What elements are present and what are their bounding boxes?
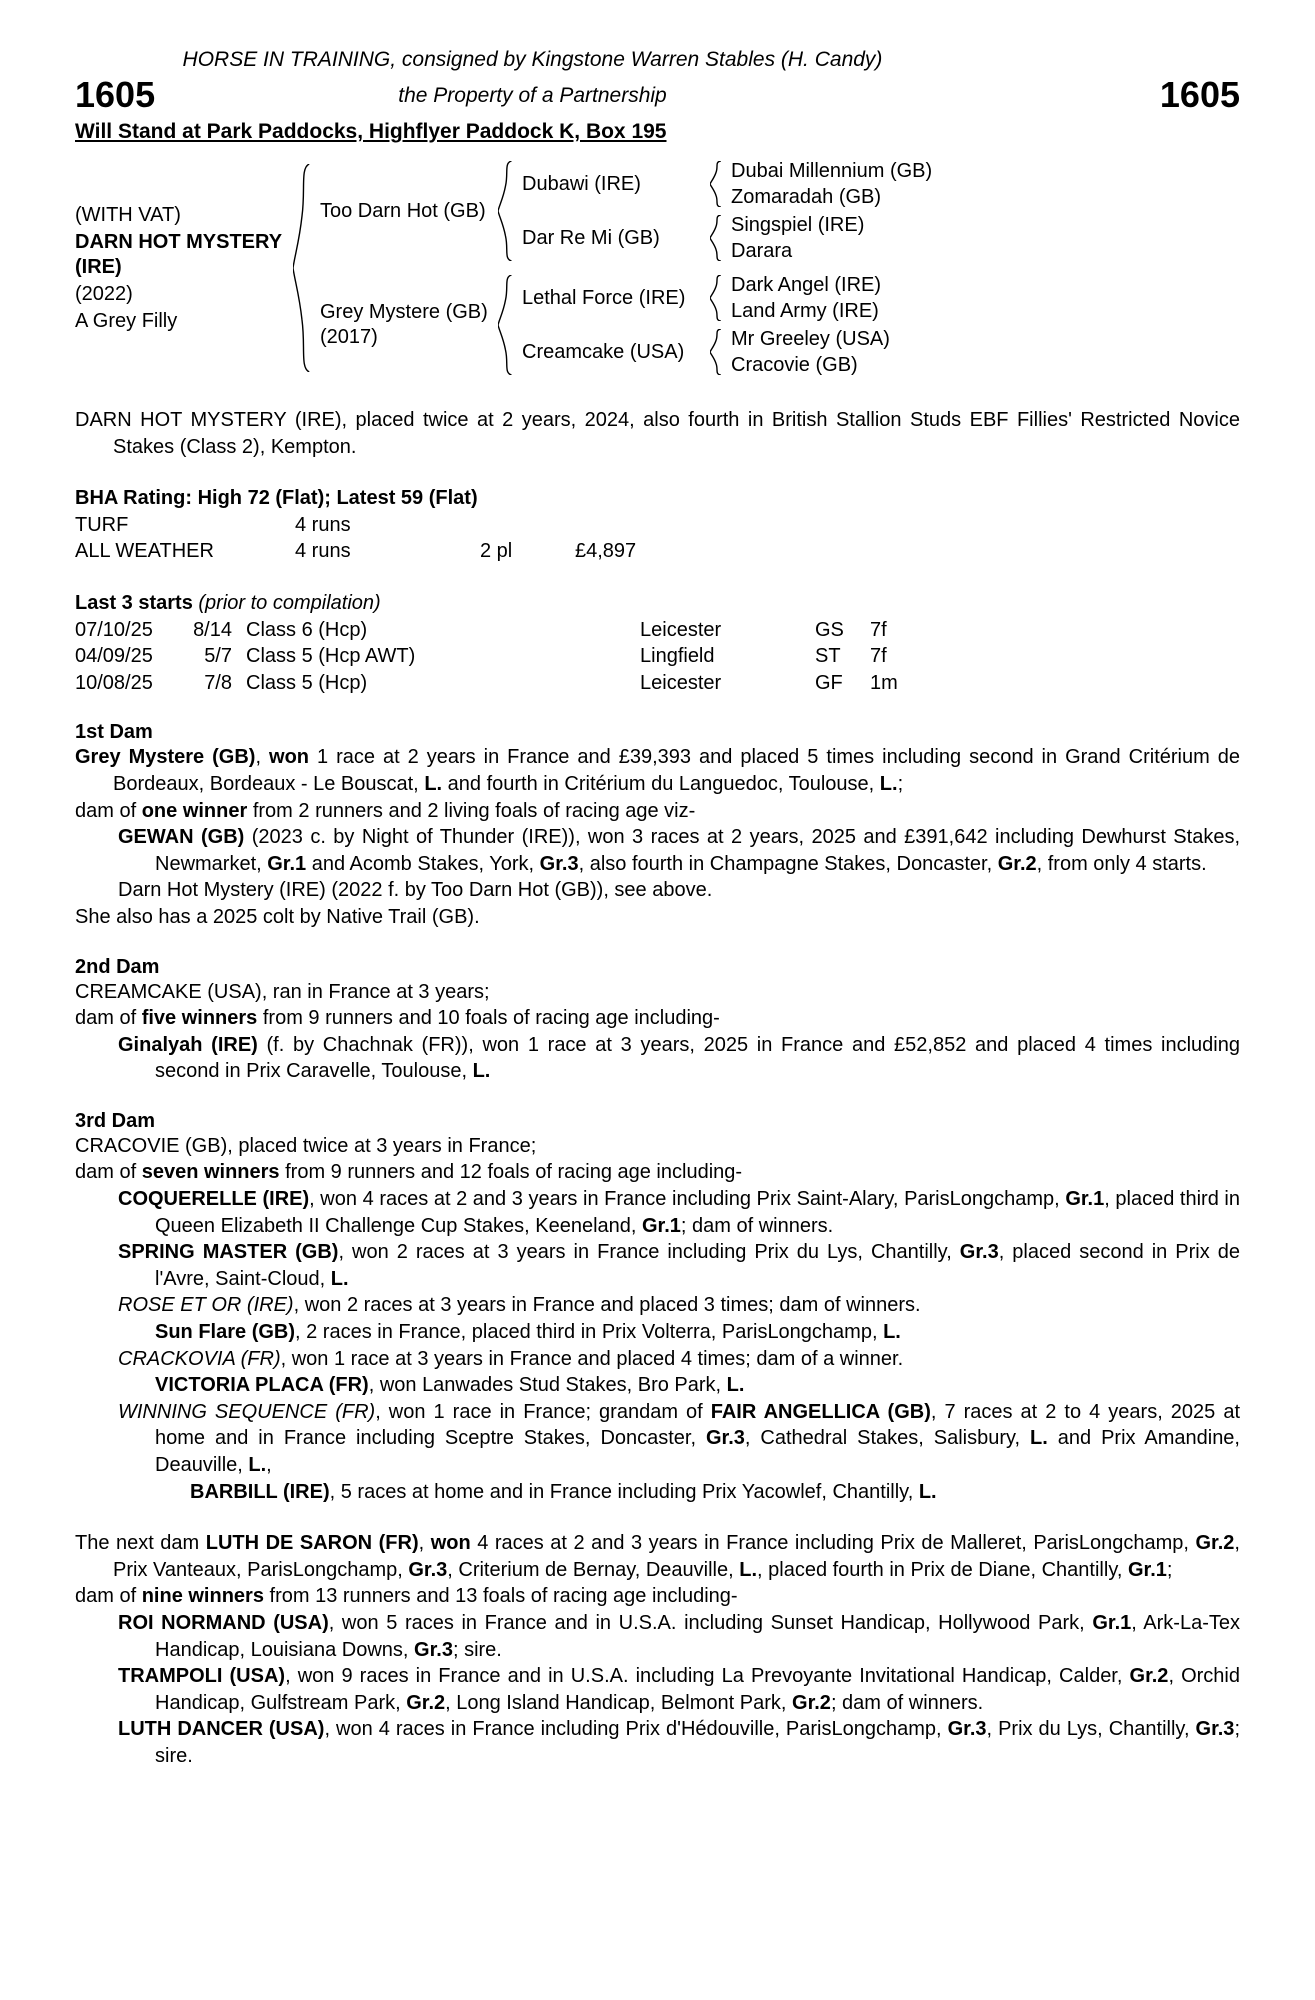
last-starts-note: (prior to compilation): [192, 591, 381, 614]
third-dam-section: [75, 1110, 1240, 1505]
pedigree-paragraph: dam of five winners from 9 runners and 10 foals of racing age including-: [75, 1007, 720, 1030]
last-starts-label: Last 3 starts: [75, 591, 193, 614]
record-row-all-weather: [75, 538, 1240, 565]
rating-record: [75, 485, 1240, 565]
great-grandparent-name: Cracovie (GB): [731, 353, 858, 376]
race-description: [75, 407, 1240, 460]
pedigree-chart: [75, 154, 1240, 382]
start-going: GS: [815, 618, 844, 641]
pedigree-paragraph: COQUERELLE (IRE), won 4 races at 2 and 3 years in France including Prix Saint-Alary, ParisLongchamp, Gr.1, placed third in Queen Elizabeth II Challenge Cup Stakes, Keeneland, Gr.1; dam of winners.: [118, 1188, 1240, 1237]
great-grandparent-name: Singspiel (IRE): [731, 213, 865, 236]
grandparent-name: Dubawi (IRE): [522, 172, 641, 195]
granddam-branch: [522, 326, 890, 378]
pedigree-paragraph: dam of nine winners from 13 runners and 13 foals of racing age including-: [75, 1585, 738, 1608]
grandsire-branch: [522, 272, 890, 324]
great-grandparents: [731, 326, 890, 378]
dam-name-block: [320, 300, 498, 350]
start-date: 10/08/25: [75, 671, 153, 694]
pedigree-brace-icon: [710, 329, 722, 375]
pedigree-paragraph: ROI NORMAND (USA), won 5 races in France and in U.S.A. including Sunset Handicap, Hollywood Park, Gr.1, Ark-La-Tex Handicap, Louisiana Downs, Gr.3; sire.: [118, 1611, 1241, 1661]
grandparent-name: Dar Re Mi (GB): [522, 226, 660, 249]
page-header: [75, 48, 1240, 144]
horse-foaled-year: (2022): [75, 282, 133, 305]
bha-rating-line: BHA Rating: High 72 (Flat); Latest 59 (Flat): [75, 487, 478, 510]
start-date: 04/09/25: [75, 645, 153, 668]
runs-value: 4 runs: [295, 540, 351, 563]
pedigree-paragraph: She also has a 2025 colt by Native Trail (GB).: [75, 905, 480, 928]
start-course: Leicester: [640, 618, 722, 641]
vat-note: (WITH VAT): [75, 203, 181, 226]
sire-branch: [320, 157, 932, 265]
great-grandparent-name: Darara: [731, 239, 793, 262]
granddam-branch: [522, 212, 932, 264]
last-starts-title: [75, 590, 1240, 617]
pedigree-paragraph: CRACKOVIA (FR), won 1 race at 3 years in France and placed 4 times; dam of a winner.: [118, 1347, 904, 1370]
start-position: 7/8: [204, 671, 232, 694]
sire-name: Too Darn Hot (GB): [320, 199, 486, 222]
consignor-line: HORSE IN TRAINING, consigned by Kingstone Warren Stables (H. Candy): [182, 48, 883, 71]
start-going: ST: [815, 645, 841, 668]
start-going: GF: [815, 671, 843, 694]
pedigree-paragraph: CRACOVIE (GB), placed twice at 3 years in France;: [75, 1134, 537, 1157]
horse-name: DARN HOT MYSTERY (IRE): [75, 230, 282, 278]
pedigree-brace-icon: [498, 161, 513, 261]
start-row: [75, 643, 1240, 670]
dam-grandparents: [522, 271, 890, 379]
pedigree-paragraph: WINNING SEQUENCE (FR), won 1 race in France; grandam of FAIR ANGELLICA (GB), 7 races at 2 to 4 years, 2025 at home and in France including Sceptre Stakes, Doncaster, Gr.3, Cathedral Stakes, Salisbury, L. and Prix Amandine, Deauville, L.,: [118, 1400, 1241, 1476]
pedigree-brace-icon: [710, 275, 722, 321]
pedigree-brace-icon: [710, 215, 722, 261]
start-distance: 7f: [870, 618, 887, 641]
start-distance: 1m: [870, 671, 898, 694]
pedigree-paragraph: SPRING MASTER (GB), won 2 races at 3 years in France including Prix du Lys, Chantilly, Gr.3, placed second in Prix de l'Avre, Saint-Cloud, L.: [118, 1241, 1240, 1290]
dam-year: (2017): [320, 326, 378, 348]
earnings-value: [575, 512, 1240, 539]
pedigree-paragraph: Grey Mystere (GB), won 1 race at 2 years in France and £39,393 and placed 5 times including second in Grand Critérium de Bordeaux, Bordeaux - Le Bouscat, L. and fourth in Critérium du Languedoc, Toulouse, L.;: [75, 746, 1240, 795]
next-dam-section: [75, 1530, 1240, 1769]
places-value: 2 pl: [480, 540, 513, 563]
great-grandparents: [731, 158, 932, 210]
surface-label: ALL WEATHER: [75, 540, 214, 563]
pedigree-subject: [75, 201, 293, 336]
sire-grandparents: [522, 157, 932, 265]
grandparent-name: Creamcake (USA): [522, 340, 685, 363]
dam-branch: [320, 271, 932, 379]
first-dam-section: [75, 721, 1240, 930]
great-grandparent-name: Land Army (IRE): [731, 299, 879, 322]
section-heading: 3rd Dam: [75, 1109, 156, 1132]
pedigree-paragraph: Darn Hot Mystery (IRE) (2022 f. by Too Darn Hot (GB)), see above.: [118, 879, 713, 902]
pedigree-paragraph: Ginalyah (IRE) (f. by Chachnak (FR)), won 1 race at 3 years, 2025 in France and £52,852 and placed 4 times including second in Prix Caravelle, Toulouse, L.: [118, 1033, 1240, 1083]
pedigree-paragraph: dam of one winner from 2 runners and 2 living foals of racing age viz-: [75, 799, 696, 822]
grandsire-branch: [522, 158, 932, 210]
great-grandparent-name: Zomaradah (GB): [731, 185, 882, 208]
pedigree-paragraph: Sun Flare (GB), 2 races in France, placed third in Prix Volterra, ParisLongchamp, L.: [155, 1321, 901, 1344]
runs-value: 4 runs: [295, 513, 351, 536]
lot-number-left: 1605: [75, 74, 156, 115]
pedigree-paragraph: GEWAN (GB) (2023 c. by Night of Thunder (IRE)), won 3 races at 2 years, 2025 and £391,642 including Dewhurst Stakes, Newmarket, Gr.1 and Acomb Stakes, York, Gr.3, also fourth in Champagne Stakes, Doncaster, Gr.2, from only 4 starts.: [118, 826, 1240, 875]
record-row-turf: [75, 512, 1240, 539]
start-class: Class 6 (Hcp): [246, 618, 368, 641]
section-heading: 2nd Dam: [75, 955, 160, 978]
horse-colour-sex: A Grey Filly: [75, 309, 178, 332]
pedigree-paragraph: VICTORIA PLACA (FR), won Lanwades Stud Stakes, Bro Park, L.: [155, 1374, 745, 1397]
pedigree-paragraph: The next dam LUTH DE SARON (FR), won 4 races at 2 and 3 years in France including Prix de Malleret, ParisLongchamp, Gr.2, Prix Vanteaux, ParisLongchamp, Gr.3, Criterium de Bernay, Deauville, L., placed fourth in Prix de Diane, Chantilly, Gr.1;: [75, 1532, 1240, 1581]
great-grandparent-name: Mr Greeley (USA): [731, 327, 890, 350]
last-starts: [75, 590, 1240, 696]
header-center: [75, 48, 1240, 108]
pedigree-paragraph: TRAMPOLI (USA), won 9 races in France and in U.S.A. including La Prevoyante Invitational Handicap, Calder, Gr.2, Orchid Handicap, Gulfstream Park, Gr.2, Long Island Handicap, Belmont Park, Gr.2; dam of winners.: [118, 1665, 1240, 1714]
start-course: Leicester: [640, 671, 722, 694]
start-position: 5/7: [204, 645, 232, 668]
pedigree-brace-icon: [498, 275, 513, 375]
pedigree-paragraph: dam of seven winners from 9 runners and 12 foals of racing age including-: [75, 1161, 743, 1184]
property-line: the Property of a Partnership: [398, 84, 667, 107]
pedigree-brace-icon: [710, 161, 722, 207]
pedigree-paragraph: ROSE ET OR (IRE), won 2 races at 3 years in France and placed 3 times; dam of winners.: [118, 1294, 921, 1317]
start-date: 07/10/25: [75, 618, 153, 641]
great-grandparent-name: Dark Angel (IRE): [731, 273, 882, 296]
section-heading: 1st Dam: [75, 721, 153, 744]
start-distance: 7f: [870, 645, 887, 668]
pedigree-paragraph: LUTH DANCER (USA), won 4 races in France including Prix d'Hédouville, ParisLongchamp, Gr.3, Prix du Lys, Chantilly, Gr.3; sire.: [118, 1718, 1240, 1767]
great-grandparents: [731, 212, 864, 264]
great-grandparent-name: Dubai Millennium (GB): [731, 159, 933, 182]
race-description-paragraph: DARN HOT MYSTERY (IRE), placed twice at 2 years, 2024, also fourth in British Stallion Studs EBF Fillies' Restricted Novice Stakes (Class 2), Kempton.: [75, 409, 1240, 458]
lot-number-right: 1605: [1159, 74, 1240, 115]
pedigree-brace-icon: [293, 164, 311, 372]
grandparent-name: Lethal Force (IRE): [522, 286, 686, 309]
places-value: [480, 512, 575, 539]
stand-location-line: Will Stand at Park Paddocks, Highflyer Paddock K, Box 195: [75, 120, 667, 143]
start-row: [75, 617, 1240, 644]
start-position: 8/14: [193, 618, 232, 641]
pedigree-paragraph: BARBILL (IRE), 5 races at home and in France including Prix Yacowlef, Chantilly, L.: [190, 1480, 937, 1503]
start-class: Class 5 (Hcp): [246, 671, 368, 694]
pedigree-paragraph: CREAMCAKE (USA), ran in France at 3 years;: [75, 980, 490, 1003]
great-grandparents: [731, 272, 881, 324]
surface-label: TURF: [75, 513, 129, 536]
start-class: Class 5 (Hcp AWT): [246, 645, 416, 668]
start-course: Lingfield: [640, 645, 715, 668]
start-row: [75, 670, 1240, 697]
dam-name: Grey Mystere (GB): [320, 301, 488, 323]
second-dam-section: [75, 956, 1240, 1085]
pedigree-tree: [320, 154, 932, 382]
earnings-value: £4,897: [575, 540, 637, 563]
